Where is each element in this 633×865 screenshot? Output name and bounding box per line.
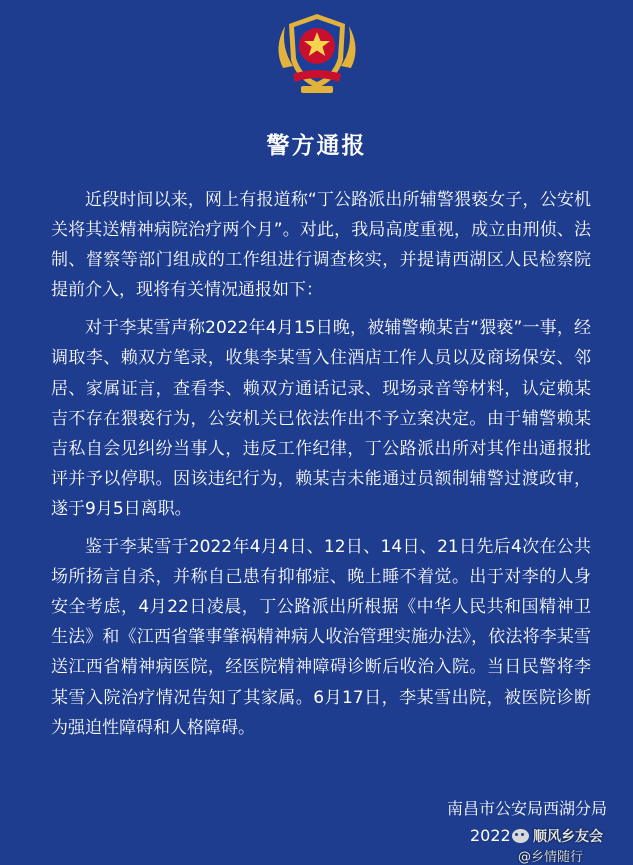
weibo-chat-icon — [512, 829, 529, 843]
watermark-handle: @乡情随行 — [518, 850, 584, 865]
notice-body — [51, 185, 591, 751]
watermark-account: 顺风乡友会 — [533, 829, 603, 845]
watermark — [512, 826, 603, 865]
issue-date: 2022 — [470, 826, 511, 845]
paragraph-1: 近段时间以来，网上有报道称“丁公路派出所辅警猥亵女子，公安机关将其送精神病院治疗两个月”。对此，我局高度重视，成立由刑侦、法制、督察等部门组成的工作组进行调查核实，并提请西湖区人民检察院提前介入，现将有关情况通报如下： — [51, 190, 591, 301]
issuer-signature: 南昌市公安局西湖分局 — [446, 799, 607, 818]
page-title: 警方通报 — [266, 133, 367, 159]
paragraph-2: 对于李某雪声称2022年4月15日晚，被辅警赖某吉“猥亵”一事，经调取李、赖双方笔录，收集李某雪入住酒店工作人员以及商场保安、邻居、家属证言，查看李、赖双方通话记录、现场录音等材料，认定赖某吉不存在猥亵行为，公安机关已依法作出不予立案决定。由于辅警赖某吉私自会见纠纷当事人，违反工作纪律，丁公路派出所对其作出通报批评并予以停职。因该违纪行为，赖某吉未能通过员额制辅警过渡政审，遂于9月5日离职。 — [51, 318, 591, 519]
paragraph-3: 鉴于李某雪于2022年4月4日、12日、14日、21日先后4次在公共场所扬言自杀，并称自己患有抑郁症、晚上睡不着觉。出于对李的人身安全考虑，4月22日凌晨，丁公路派出所根据《中华人民共和国精神卫生法》和《江西省肇事肇祸精神病人收治管理实施办法》，依法将李某雪送江西省精神病医院，经医院精神障碍诊断后收治入院。当日民警将李某雪入院治疗情况告知了其家属。6月17日，李某雪出院，被医院诊断为强迫性障碍和人格障碍。 — [51, 537, 591, 738]
police-emblem-icon — [271, 8, 363, 100]
